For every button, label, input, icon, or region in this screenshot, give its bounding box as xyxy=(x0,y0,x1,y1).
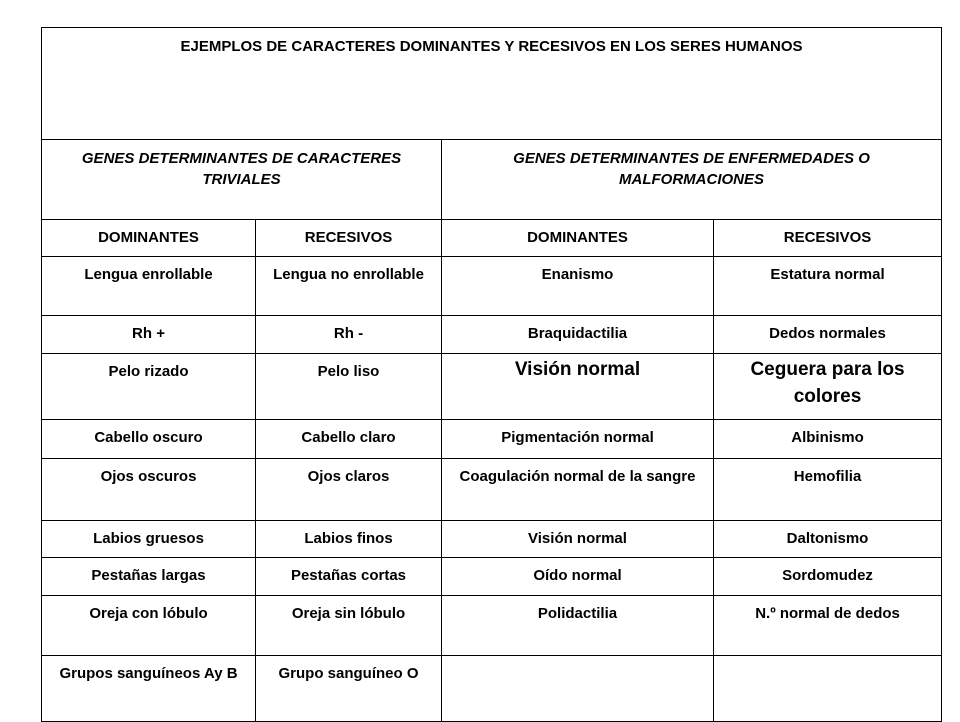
table-cell: Rh - xyxy=(256,316,442,354)
table-row xyxy=(42,316,942,354)
table-cell: Cabello claro xyxy=(256,420,442,459)
table-cell: Pigmentación normal xyxy=(442,420,714,459)
table-cell: Pestañas cortas xyxy=(256,558,442,596)
table-row xyxy=(42,257,942,316)
table-row xyxy=(42,459,942,521)
table-cell: Lengua no enrollable xyxy=(256,257,442,316)
table-cell: Estatura normal xyxy=(714,257,942,316)
table-row xyxy=(42,596,942,656)
table-cell: Albinismo xyxy=(714,420,942,459)
column-header: DOMINANTES xyxy=(442,220,714,257)
table-cell: Sordomudez xyxy=(714,558,942,596)
table-cell: Daltonismo xyxy=(714,521,942,558)
column-header: RECESIVOS xyxy=(714,220,942,257)
table-cell: Pelo liso xyxy=(256,354,442,420)
table-cell: Ojos oscuros xyxy=(42,459,256,521)
table-cell: Coagulación normal de la sangre xyxy=(442,459,714,521)
table-cell xyxy=(714,656,942,722)
table-cell: N.º normal de dedos xyxy=(714,596,942,656)
group-header-row xyxy=(42,140,942,220)
group-header-diseases: GENES DETERMINANTES DE ENFERMEDADES O MALFORMACIONES xyxy=(442,140,942,220)
table-cell: Lengua enrollable xyxy=(42,257,256,316)
table-cell: Visión normal xyxy=(442,354,714,420)
table-cell: Oreja con lóbulo xyxy=(42,596,256,656)
group-header-trivial: GENES DETERMINANTES DE CARACTERES TRIVIALES xyxy=(42,140,442,220)
table-cell: Labios gruesos xyxy=(42,521,256,558)
table-cell: Labios finos xyxy=(256,521,442,558)
table-row xyxy=(42,521,942,558)
title-row xyxy=(42,28,942,140)
table-title: EJEMPLOS DE CARACTERES DOMINANTES Y RECESIVOS EN LOS SERES HUMANOS xyxy=(42,28,942,140)
table-cell: Rh + xyxy=(42,316,256,354)
table-cell: Grupo sanguíneo O xyxy=(256,656,442,722)
table-cell xyxy=(442,656,714,722)
column-header-row xyxy=(42,220,942,257)
table-cell: Dedos normales xyxy=(714,316,942,354)
column-header: DOMINANTES xyxy=(42,220,256,257)
table-row xyxy=(42,354,942,420)
column-header: RECESIVOS xyxy=(256,220,442,257)
table-cell: Polidactilia xyxy=(442,596,714,656)
dominant-recessive-table xyxy=(41,27,942,722)
table-row xyxy=(42,656,942,722)
table-cell: Visión normal xyxy=(442,521,714,558)
table-cell: Oreja sin lóbulo xyxy=(256,596,442,656)
table-row xyxy=(42,558,942,596)
table-cell: Grupos sanguíneos Ay B xyxy=(42,656,256,722)
table-cell: Oído normal xyxy=(442,558,714,596)
table-cell: Cabello oscuro xyxy=(42,420,256,459)
table-cell: Pestañas largas xyxy=(42,558,256,596)
table-cell: Braquidactilia xyxy=(442,316,714,354)
table-cell: Hemofilia xyxy=(714,459,942,521)
table-cell: Ojos claros xyxy=(256,459,442,521)
table-cell: Ceguera para los colores xyxy=(714,354,942,420)
table-cell: Enanismo xyxy=(442,257,714,316)
table-cell: Pelo rizado xyxy=(42,354,256,420)
table-row xyxy=(42,420,942,459)
